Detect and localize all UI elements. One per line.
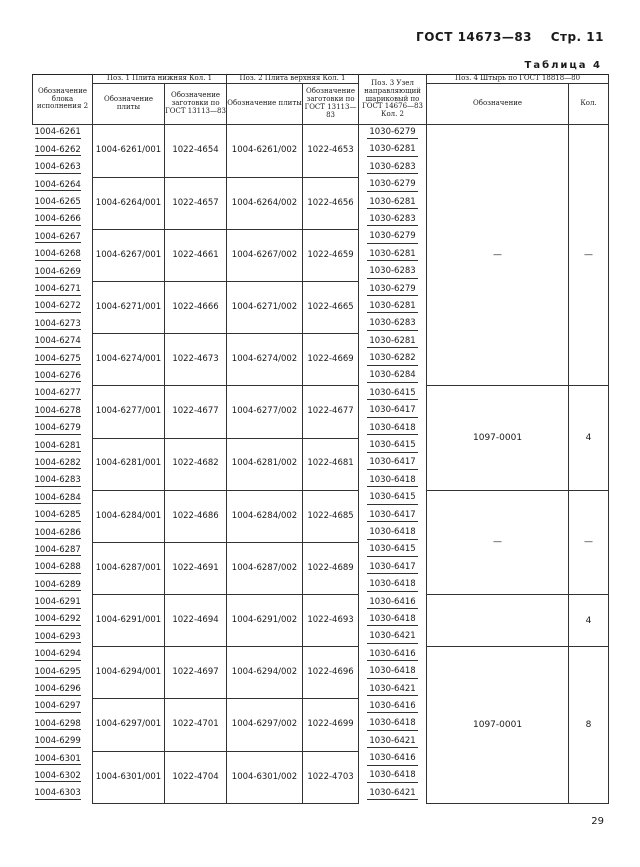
block-designation-cell bbox=[33, 612, 93, 629]
block-designation-cell-text: 1004-6299 bbox=[34, 736, 81, 747]
guide-designation-cell bbox=[359, 229, 427, 246]
block-designation-cell bbox=[33, 786, 93, 804]
block-designation-cell-text: 1004-6261 bbox=[34, 127, 81, 138]
guide-designation-cell bbox=[359, 334, 427, 351]
pos4-qty-cell: 8 bbox=[569, 647, 609, 804]
page-number: 29 bbox=[591, 816, 604, 827]
p1-plate-cell: 1004-6281/001 bbox=[93, 438, 165, 490]
block-designation-cell-text: 1004-6296 bbox=[34, 684, 81, 695]
guide-designation-cell-text: 1030-6418 bbox=[367, 580, 417, 592]
p2-blank-cell: 1022-4656 bbox=[303, 177, 359, 229]
guide-designation-cell bbox=[359, 299, 427, 316]
p2-blank-cell: 1022-4677 bbox=[303, 386, 359, 438]
block-designation-cell-text: 1004-6303 bbox=[34, 788, 81, 799]
pos1-header: Поз. 1 Плита нижняя Кол. 1 bbox=[93, 75, 227, 84]
block-designation-cell-text: 1004-6266 bbox=[34, 214, 81, 225]
table-title: Таблица 4 bbox=[524, 60, 602, 71]
pos2-header: Поз. 2 Плита верхняя Кол. 1 bbox=[227, 75, 359, 84]
block-designation-cell-text: 1004-6279 bbox=[34, 423, 81, 434]
p2-blank-cell: 1022-4659 bbox=[303, 229, 359, 281]
spec-table bbox=[32, 74, 609, 804]
block-designation-cell bbox=[33, 316, 93, 333]
block-designation-cell-text: 1004-6264 bbox=[34, 179, 81, 190]
guide-designation-cell-text: 1030-6418 bbox=[367, 424, 417, 436]
block-designation-cell bbox=[33, 716, 93, 733]
pos3-header: Поз. 3 Узел направляющий шариковый по ГОСТ 14676—83 Кол. 2 bbox=[359, 75, 427, 125]
block-designation-cell-text: 1004-6276 bbox=[34, 370, 81, 381]
block-designation-cell bbox=[33, 124, 93, 142]
guide-designation-cell-text: 1030-6283 bbox=[367, 163, 417, 175]
block-designation-cell-text: 1004-6286 bbox=[34, 527, 81, 538]
table-row bbox=[33, 647, 609, 664]
guide-designation-cell-text: 1030-6281 bbox=[367, 145, 417, 157]
block-designation-cell-text: 1004-6283 bbox=[34, 475, 81, 486]
block-designation-cell-text: 1004-6293 bbox=[34, 631, 81, 642]
block-designation-cell bbox=[33, 769, 93, 786]
guide-designation-cell bbox=[359, 560, 427, 577]
guide-designation-cell bbox=[359, 525, 427, 542]
p2-plate-cell: 1004-6261/002 bbox=[227, 124, 303, 177]
pos4-header: Поз. 4 Штырь по ГОСТ 18818—80 bbox=[427, 75, 609, 84]
guide-designation-cell-text: 1030-6279 bbox=[367, 232, 417, 244]
p2-plate-cell: 1004-6284/002 bbox=[227, 490, 303, 542]
guide-designation-cell bbox=[359, 124, 427, 142]
guide-designation-cell bbox=[359, 264, 427, 281]
block-designation-cell bbox=[33, 577, 93, 594]
guide-designation-cell bbox=[359, 577, 427, 594]
guide-designation-cell bbox=[359, 716, 427, 733]
guide-designation-cell-text: 1030-6415 bbox=[367, 545, 417, 557]
block-designation-cell-text: 1004-6278 bbox=[34, 405, 81, 416]
p2-blank-cell: 1022-4669 bbox=[303, 334, 359, 386]
p1-plate-cell: 1004-6287/001 bbox=[93, 542, 165, 594]
pos1-blank-header: Обозначение заготовки по ГОСТ 13113—83 bbox=[165, 83, 227, 124]
page-label: Стр. 11 bbox=[550, 30, 604, 44]
p2-blank-cell: 1022-4665 bbox=[303, 282, 359, 334]
guide-designation-cell-text: 1030-6421 bbox=[367, 632, 417, 644]
pos1-plate-header: Обозначение плиты bbox=[93, 83, 165, 124]
guide-designation-cell bbox=[359, 664, 427, 681]
p2-plate-cell: 1004-6271/002 bbox=[227, 282, 303, 334]
block-designation-cell bbox=[33, 282, 93, 299]
p1-plate-cell: 1004-6261/001 bbox=[93, 124, 165, 177]
guide-designation-cell-text: 1030-6418 bbox=[367, 528, 417, 540]
block-designation-cell-text: 1004-6297 bbox=[34, 701, 81, 712]
block-designation-cell bbox=[33, 334, 93, 351]
guide-designation-cell bbox=[359, 508, 427, 525]
block-designation-cell-text: 1004-6272 bbox=[34, 301, 81, 312]
guide-designation-cell bbox=[359, 195, 427, 212]
p1-plate-cell: 1004-6274/001 bbox=[93, 334, 165, 386]
guide-designation-cell-text: 1030-6418 bbox=[367, 771, 417, 783]
table-row bbox=[33, 490, 609, 507]
guide-designation-cell-text: 1030-6416 bbox=[367, 650, 417, 662]
block-designation-cell-text: 1004-6281 bbox=[34, 440, 81, 451]
p1-blank-cell: 1022-4682 bbox=[165, 438, 227, 490]
guide-designation-cell-text: 1030-6283 bbox=[367, 319, 417, 331]
pos4-designation-cell: — bbox=[427, 490, 569, 594]
p2-plate-cell: 1004-6291/002 bbox=[227, 595, 303, 647]
block-designation-cell bbox=[33, 629, 93, 646]
p1-blank-cell: 1022-4691 bbox=[165, 542, 227, 594]
block-designation-cell-text: 1004-6271 bbox=[34, 284, 81, 295]
p2-plate-cell: 1004-6297/002 bbox=[227, 699, 303, 751]
p2-blank-cell: 1022-4699 bbox=[303, 699, 359, 751]
guide-designation-cell-text: 1030-6284 bbox=[367, 371, 417, 383]
guide-designation-cell bbox=[359, 369, 427, 386]
guide-designation-cell bbox=[359, 351, 427, 368]
p1-plate-cell: 1004-6277/001 bbox=[93, 386, 165, 438]
block-designation-cell bbox=[33, 195, 93, 212]
guide-designation-cell-text: 1030-6283 bbox=[367, 215, 417, 227]
block-designation-cell bbox=[33, 490, 93, 507]
block-designation-cell-text: 1004-6291 bbox=[34, 597, 81, 608]
guide-designation-cell bbox=[359, 282, 427, 299]
block-designation-cell-text: 1004-6263 bbox=[34, 162, 81, 173]
block-designation-cell bbox=[33, 247, 93, 264]
guide-designation-cell bbox=[359, 142, 427, 159]
p2-plate-cell: 1004-6301/002 bbox=[227, 751, 303, 803]
guide-designation-cell-text: 1030-6418 bbox=[367, 476, 417, 488]
p1-blank-cell: 1022-4666 bbox=[165, 282, 227, 334]
block-designation-cell-text: 1004-6277 bbox=[34, 388, 81, 399]
p1-blank-cell: 1022-4704 bbox=[165, 751, 227, 803]
guide-designation-cell bbox=[359, 177, 427, 194]
block-designation-cell-text: 1004-6275 bbox=[34, 353, 81, 364]
guide-designation-cell-text: 1030-6417 bbox=[367, 511, 417, 523]
guide-designation-cell bbox=[359, 542, 427, 559]
guide-designation-cell-text: 1030-6416 bbox=[367, 598, 417, 610]
guide-designation-cell-text: 1030-6279 bbox=[367, 180, 417, 192]
pos4-qty-cell: — bbox=[569, 490, 609, 594]
block-designation-cell bbox=[33, 473, 93, 490]
table-body bbox=[33, 124, 609, 803]
block-designation-cell-text: 1004-6295 bbox=[34, 666, 81, 677]
p1-blank-cell: 1022-4677 bbox=[165, 386, 227, 438]
guide-designation-cell bbox=[359, 160, 427, 177]
guide-designation-cell-text: 1030-6281 bbox=[367, 198, 417, 210]
guide-designation-cell-text: 1030-6281 bbox=[367, 250, 417, 262]
pos4-designation-cell: — bbox=[427, 124, 569, 386]
block-designation-cell-text: 1004-6302 bbox=[34, 770, 81, 781]
guide-designation-cell-text: 1030-6279 bbox=[367, 285, 417, 297]
p2-plate-cell: 1004-6274/002 bbox=[227, 334, 303, 386]
block-designation-cell-text: 1004-6274 bbox=[34, 336, 81, 347]
guide-designation-cell bbox=[359, 734, 427, 751]
p1-blank-cell: 1022-4694 bbox=[165, 595, 227, 647]
guide-designation-cell-text: 1030-6417 bbox=[367, 563, 417, 575]
block-designation-cell bbox=[33, 734, 93, 751]
block-designation-cell bbox=[33, 664, 93, 681]
p2-blank-cell: 1022-4693 bbox=[303, 595, 359, 647]
p1-blank-cell: 1022-4654 bbox=[165, 124, 227, 177]
block-designation-cell-text: 1004-6273 bbox=[34, 318, 81, 329]
guide-designation-cell bbox=[359, 421, 427, 438]
table-row bbox=[33, 124, 609, 142]
block-designation-header: Обозначение блока исполнения 2 bbox=[33, 75, 93, 125]
pos4-designation-header: Обозначение bbox=[427, 83, 569, 124]
block-designation-cell-text: 1004-6262 bbox=[34, 144, 81, 155]
guide-designation-cell-text: 1030-6416 bbox=[367, 754, 417, 766]
spec-table-container bbox=[32, 74, 608, 804]
guide-designation-cell bbox=[359, 612, 427, 629]
block-designation-cell-text: 1004-6294 bbox=[34, 649, 81, 660]
pos4-qty-cell: — bbox=[569, 124, 609, 386]
guide-designation-cell bbox=[359, 438, 427, 455]
block-designation-cell-text: 1004-6268 bbox=[34, 249, 81, 260]
p2-plate-cell: 1004-6277/002 bbox=[227, 386, 303, 438]
guide-designation-cell-text: 1030-6421 bbox=[367, 789, 417, 801]
block-designation-cell bbox=[33, 403, 93, 420]
block-designation-cell bbox=[33, 369, 93, 386]
guide-designation-cell-text: 1030-6282 bbox=[367, 354, 417, 366]
p1-blank-cell: 1022-4661 bbox=[165, 229, 227, 281]
pos4-qty-cell: 4 bbox=[569, 595, 609, 647]
p1-blank-cell: 1022-4673 bbox=[165, 334, 227, 386]
p1-plate-cell: 1004-6267/001 bbox=[93, 229, 165, 281]
table-row bbox=[33, 595, 609, 612]
guide-designation-cell bbox=[359, 247, 427, 264]
p1-blank-cell: 1022-4686 bbox=[165, 490, 227, 542]
pos2-blank-header: Обозначение заготовки по ГОСТ 13113—83 bbox=[303, 83, 359, 124]
guide-designation-cell bbox=[359, 473, 427, 490]
p2-plate-cell: 1004-6281/002 bbox=[227, 438, 303, 490]
guide-designation-cell bbox=[359, 629, 427, 646]
guide-designation-cell bbox=[359, 403, 427, 420]
p2-plate-cell: 1004-6267/002 bbox=[227, 229, 303, 281]
p2-blank-cell: 1022-4703 bbox=[303, 751, 359, 803]
guide-designation-cell bbox=[359, 682, 427, 699]
block-designation-cell-text: 1004-6284 bbox=[34, 492, 81, 503]
block-designation-cell bbox=[33, 229, 93, 246]
block-designation-cell bbox=[33, 160, 93, 177]
guide-designation-cell-text: 1030-6418 bbox=[367, 667, 417, 679]
block-designation-cell bbox=[33, 421, 93, 438]
p1-plate-cell: 1004-6297/001 bbox=[93, 699, 165, 751]
block-designation-cell-text: 1004-6301 bbox=[34, 753, 81, 764]
block-designation-cell bbox=[33, 595, 93, 612]
guide-designation-cell bbox=[359, 386, 427, 403]
pos4-designation-cell: 1097-0001 bbox=[427, 647, 569, 804]
guide-designation-cell-text: 1030-6418 bbox=[367, 615, 417, 627]
block-designation-cell bbox=[33, 264, 93, 281]
guide-designation-cell bbox=[359, 490, 427, 507]
block-designation-cell-text: 1004-6298 bbox=[34, 718, 81, 729]
block-designation-cell-text: 1004-6265 bbox=[34, 197, 81, 208]
block-designation-cell bbox=[33, 299, 93, 316]
guide-designation-cell-text: 1030-6279 bbox=[367, 128, 417, 140]
p2-plate-cell: 1004-6264/002 bbox=[227, 177, 303, 229]
p1-plate-cell: 1004-6271/001 bbox=[93, 282, 165, 334]
block-designation-cell-text: 1004-6267 bbox=[34, 231, 81, 242]
guide-designation-cell bbox=[359, 751, 427, 768]
guide-designation-cell-text: 1030-6421 bbox=[367, 685, 417, 697]
guide-designation-cell-text: 1030-6415 bbox=[367, 389, 417, 401]
block-designation-cell bbox=[33, 542, 93, 559]
block-designation-cell bbox=[33, 751, 93, 768]
guide-designation-cell-text: 1030-6281 bbox=[367, 337, 417, 349]
block-designation-cell bbox=[33, 508, 93, 525]
p1-plate-cell: 1004-6284/001 bbox=[93, 490, 165, 542]
guide-designation-cell bbox=[359, 647, 427, 664]
guide-designation-cell bbox=[359, 769, 427, 786]
guide-designation-cell-text: 1030-6415 bbox=[367, 493, 417, 505]
block-designation-cell bbox=[33, 560, 93, 577]
p2-blank-cell: 1022-4685 bbox=[303, 490, 359, 542]
block-designation-cell-text: 1004-6289 bbox=[34, 579, 81, 590]
p2-blank-cell: 1022-4696 bbox=[303, 647, 359, 699]
block-designation-cell bbox=[33, 699, 93, 716]
block-designation-cell bbox=[33, 351, 93, 368]
guide-designation-cell bbox=[359, 699, 427, 716]
block-designation-cell-text: 1004-6269 bbox=[34, 266, 81, 277]
guide-designation-cell bbox=[359, 456, 427, 473]
block-designation-cell-text: 1004-6292 bbox=[34, 614, 81, 625]
guide-designation-cell-text: 1030-6415 bbox=[367, 441, 417, 453]
guide-designation-cell-text: 1030-6417 bbox=[367, 458, 417, 470]
p1-blank-cell: 1022-4701 bbox=[165, 699, 227, 751]
table-row bbox=[33, 386, 609, 403]
pos4-designation-cell: 1097-0001 bbox=[427, 386, 569, 490]
block-designation-cell-text: 1004-6282 bbox=[34, 457, 81, 468]
p2-blank-cell: 1022-4681 bbox=[303, 438, 359, 490]
standard-number: ГОСТ 14673—83 bbox=[416, 30, 533, 44]
guide-designation-cell-text: 1030-6417 bbox=[367, 406, 417, 418]
guide-designation-cell-text: 1030-6421 bbox=[367, 737, 417, 749]
block-designation-cell bbox=[33, 647, 93, 664]
pos4-designation-cell bbox=[427, 595, 569, 647]
guide-designation-cell bbox=[359, 595, 427, 612]
p1-plate-cell: 1004-6291/001 bbox=[93, 595, 165, 647]
block-designation-cell bbox=[33, 177, 93, 194]
guide-designation-cell bbox=[359, 786, 427, 804]
block-designation-cell bbox=[33, 525, 93, 542]
block-designation-cell bbox=[33, 682, 93, 699]
guide-designation-cell bbox=[359, 212, 427, 229]
block-designation-cell bbox=[33, 142, 93, 159]
p2-blank-cell: 1022-4653 bbox=[303, 124, 359, 177]
block-designation-cell-text: 1004-6288 bbox=[34, 562, 81, 573]
p2-plate-cell: 1004-6287/002 bbox=[227, 542, 303, 594]
p2-blank-cell: 1022-4689 bbox=[303, 542, 359, 594]
page-header bbox=[416, 30, 604, 44]
block-designation-cell bbox=[33, 386, 93, 403]
guide-designation-cell-text: 1030-6283 bbox=[367, 267, 417, 279]
p1-plate-cell: 1004-6294/001 bbox=[93, 647, 165, 699]
block-designation-cell-text: 1004-6287 bbox=[34, 544, 81, 555]
guide-designation-cell-text: 1030-6416 bbox=[367, 702, 417, 714]
guide-designation-cell-text: 1030-6281 bbox=[367, 302, 417, 314]
block-designation-cell-text: 1004-6285 bbox=[34, 510, 81, 521]
p1-blank-cell: 1022-4697 bbox=[165, 647, 227, 699]
block-designation-cell bbox=[33, 456, 93, 473]
p1-plate-cell: 1004-6264/001 bbox=[93, 177, 165, 229]
p1-plate-cell: 1004-6301/001 bbox=[93, 751, 165, 803]
p1-blank-cell: 1022-4657 bbox=[165, 177, 227, 229]
pos4-qty-header: Кол. bbox=[569, 83, 609, 124]
pos2-plate-header: Обозначение плиты bbox=[227, 83, 303, 124]
guide-designation-cell bbox=[359, 316, 427, 333]
pos4-qty-cell: 4 bbox=[569, 386, 609, 490]
p2-plate-cell: 1004-6294/002 bbox=[227, 647, 303, 699]
guide-designation-cell-text: 1030-6418 bbox=[367, 719, 417, 731]
block-designation-cell bbox=[33, 438, 93, 455]
block-designation-cell bbox=[33, 212, 93, 229]
